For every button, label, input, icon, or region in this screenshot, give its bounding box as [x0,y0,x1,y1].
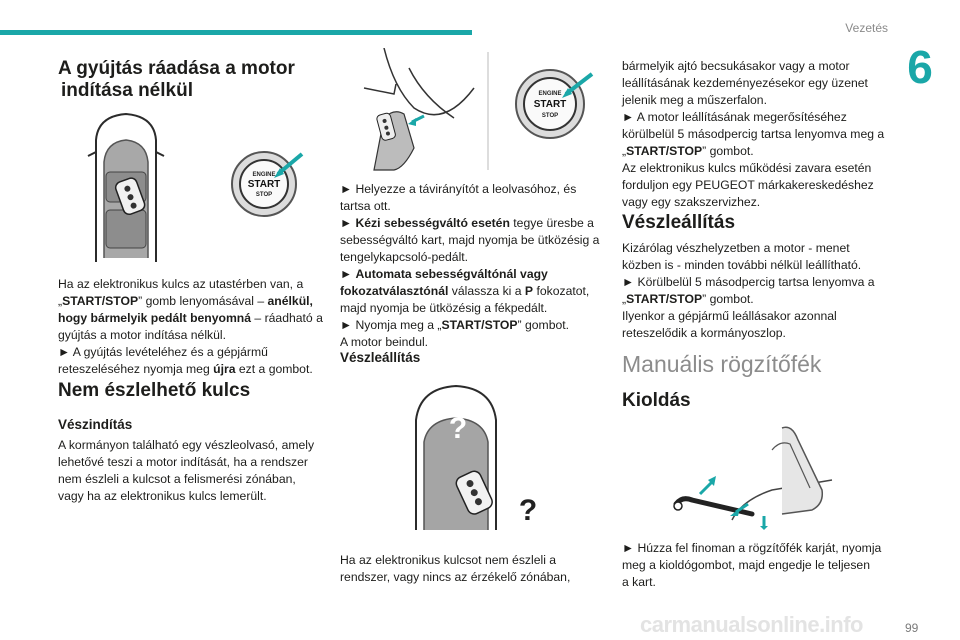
paragraph-start-without-engine: Ha az elektronikus kulcs az utastérben van, a „START/STOP” gomb lenyomásával – anélkül, hogy bármelyik pedált benyomná – ráadható a gyújtás a motor indítása nélkül. ► A gyújtás levételéhez és a gépjármű reteszeléséhez nyomja meg újra ezt a gombot. [58,277,323,376]
subsection-title-release: Kioldás [622,390,691,411]
paragraph-emergency-stop: Kizárólag vészhelyzetben a motor - menet közben is - minden további nélkül leállítható. ► Körülbelül 5 másodpercig tartsa lenyomva a „START/STOP” gombot. Ilyenkor a gépjármű leállásakor azonnal reteszelődik a kormányoszlop. [622,241,875,340]
section-title-manual-brake: Manuális rögzítőfék [622,351,822,377]
section-title-missing-key: Nem észlelhető kulcs [58,380,251,401]
button-stop-label: STOP [541,113,559,119]
page-number: 99 [905,621,919,635]
question-mark-icon: ? [448,412,468,445]
car-interior-key-illustration [86,112,326,264]
paragraph-release-steps: ► Húzza fel finoman a rögzítőfék karját, nyomja meg a kioldógombot, majd engedje le teljesen a kart. [622,541,882,589]
start-stop-button-icon [232,152,302,216]
header-accent-bar [0,30,472,35]
button-start-label: START [533,99,567,110]
paragraph-key-not-detected: Ha az elektronikus kulcsot nem észleli a rendszer, vagy nincs az érzékelő zónában, [340,553,571,584]
watermark: carmanualsonline.info [640,612,863,637]
steering-column-reader-illustration [354,48,604,174]
subsection-title-emergency-stop: Vészleállítás [340,350,421,365]
handbrake-release-illustration [672,420,842,530]
paragraph-emergency-start: A kormányon található egy vészleolvasó, amely lehetővé teszi a motor indítását, ha a rendszer nem észleli a kulcsot a felismerési zónában, vagy ha az elektronikus kulcs lemerült. [58,438,315,503]
steps-emergency-start: ► Helyezze a távirányítót a leolvasóhoz, és tartsa ott. ► Kézi sebességváltó esetén tegye üresbe a sebességváltó kart, majd nyomja be ütközésig a tengelykapcsoló-pedált. ► Automata sebességváltónál vagy fokozatválasztónál válassza ki a P fokozatot, majd nyomja be ütközésig a fékpedált. ► Nyomja meg a „START/STOP” gombot. A motor beindul. [340,182,600,349]
button-engine-label: ENGINE [252,172,276,178]
paragraph-stop-message: bármelyik ajtó becsukásakor vagy a motor leállításának kezdeményezésekor egy üzenet jelenik meg a műszerfalon. ► A motor leállításának megerősítéséhez körülbelül 5 másodpercig tartsa lenyomva meg a „START/STOP” gombot. Az elektronikus kulcs működési zavara esetén forduljon egy PEUGEOT márkakereskedéshez vagy egy szakszervizhez. [622,59,885,209]
chapter-number: 6 [907,41,933,93]
button-start-label: START [247,179,281,190]
car-key-not-detected-illustration [380,380,580,540]
button-stop-label: STOP [255,192,273,198]
subsection-title-emergency-start: Vészindítás [58,417,133,432]
start-stop-button-icon [516,70,592,138]
section-title-ignition: A gyújtás ráadása a motor indítása nélkül [58,58,295,101]
button-engine-label: ENGINE [538,91,562,97]
question-mark-icon: ? [518,494,538,527]
section-title-emergency-stop: Vészleállítás [622,212,736,233]
section-label: Vezetés [845,21,888,35]
